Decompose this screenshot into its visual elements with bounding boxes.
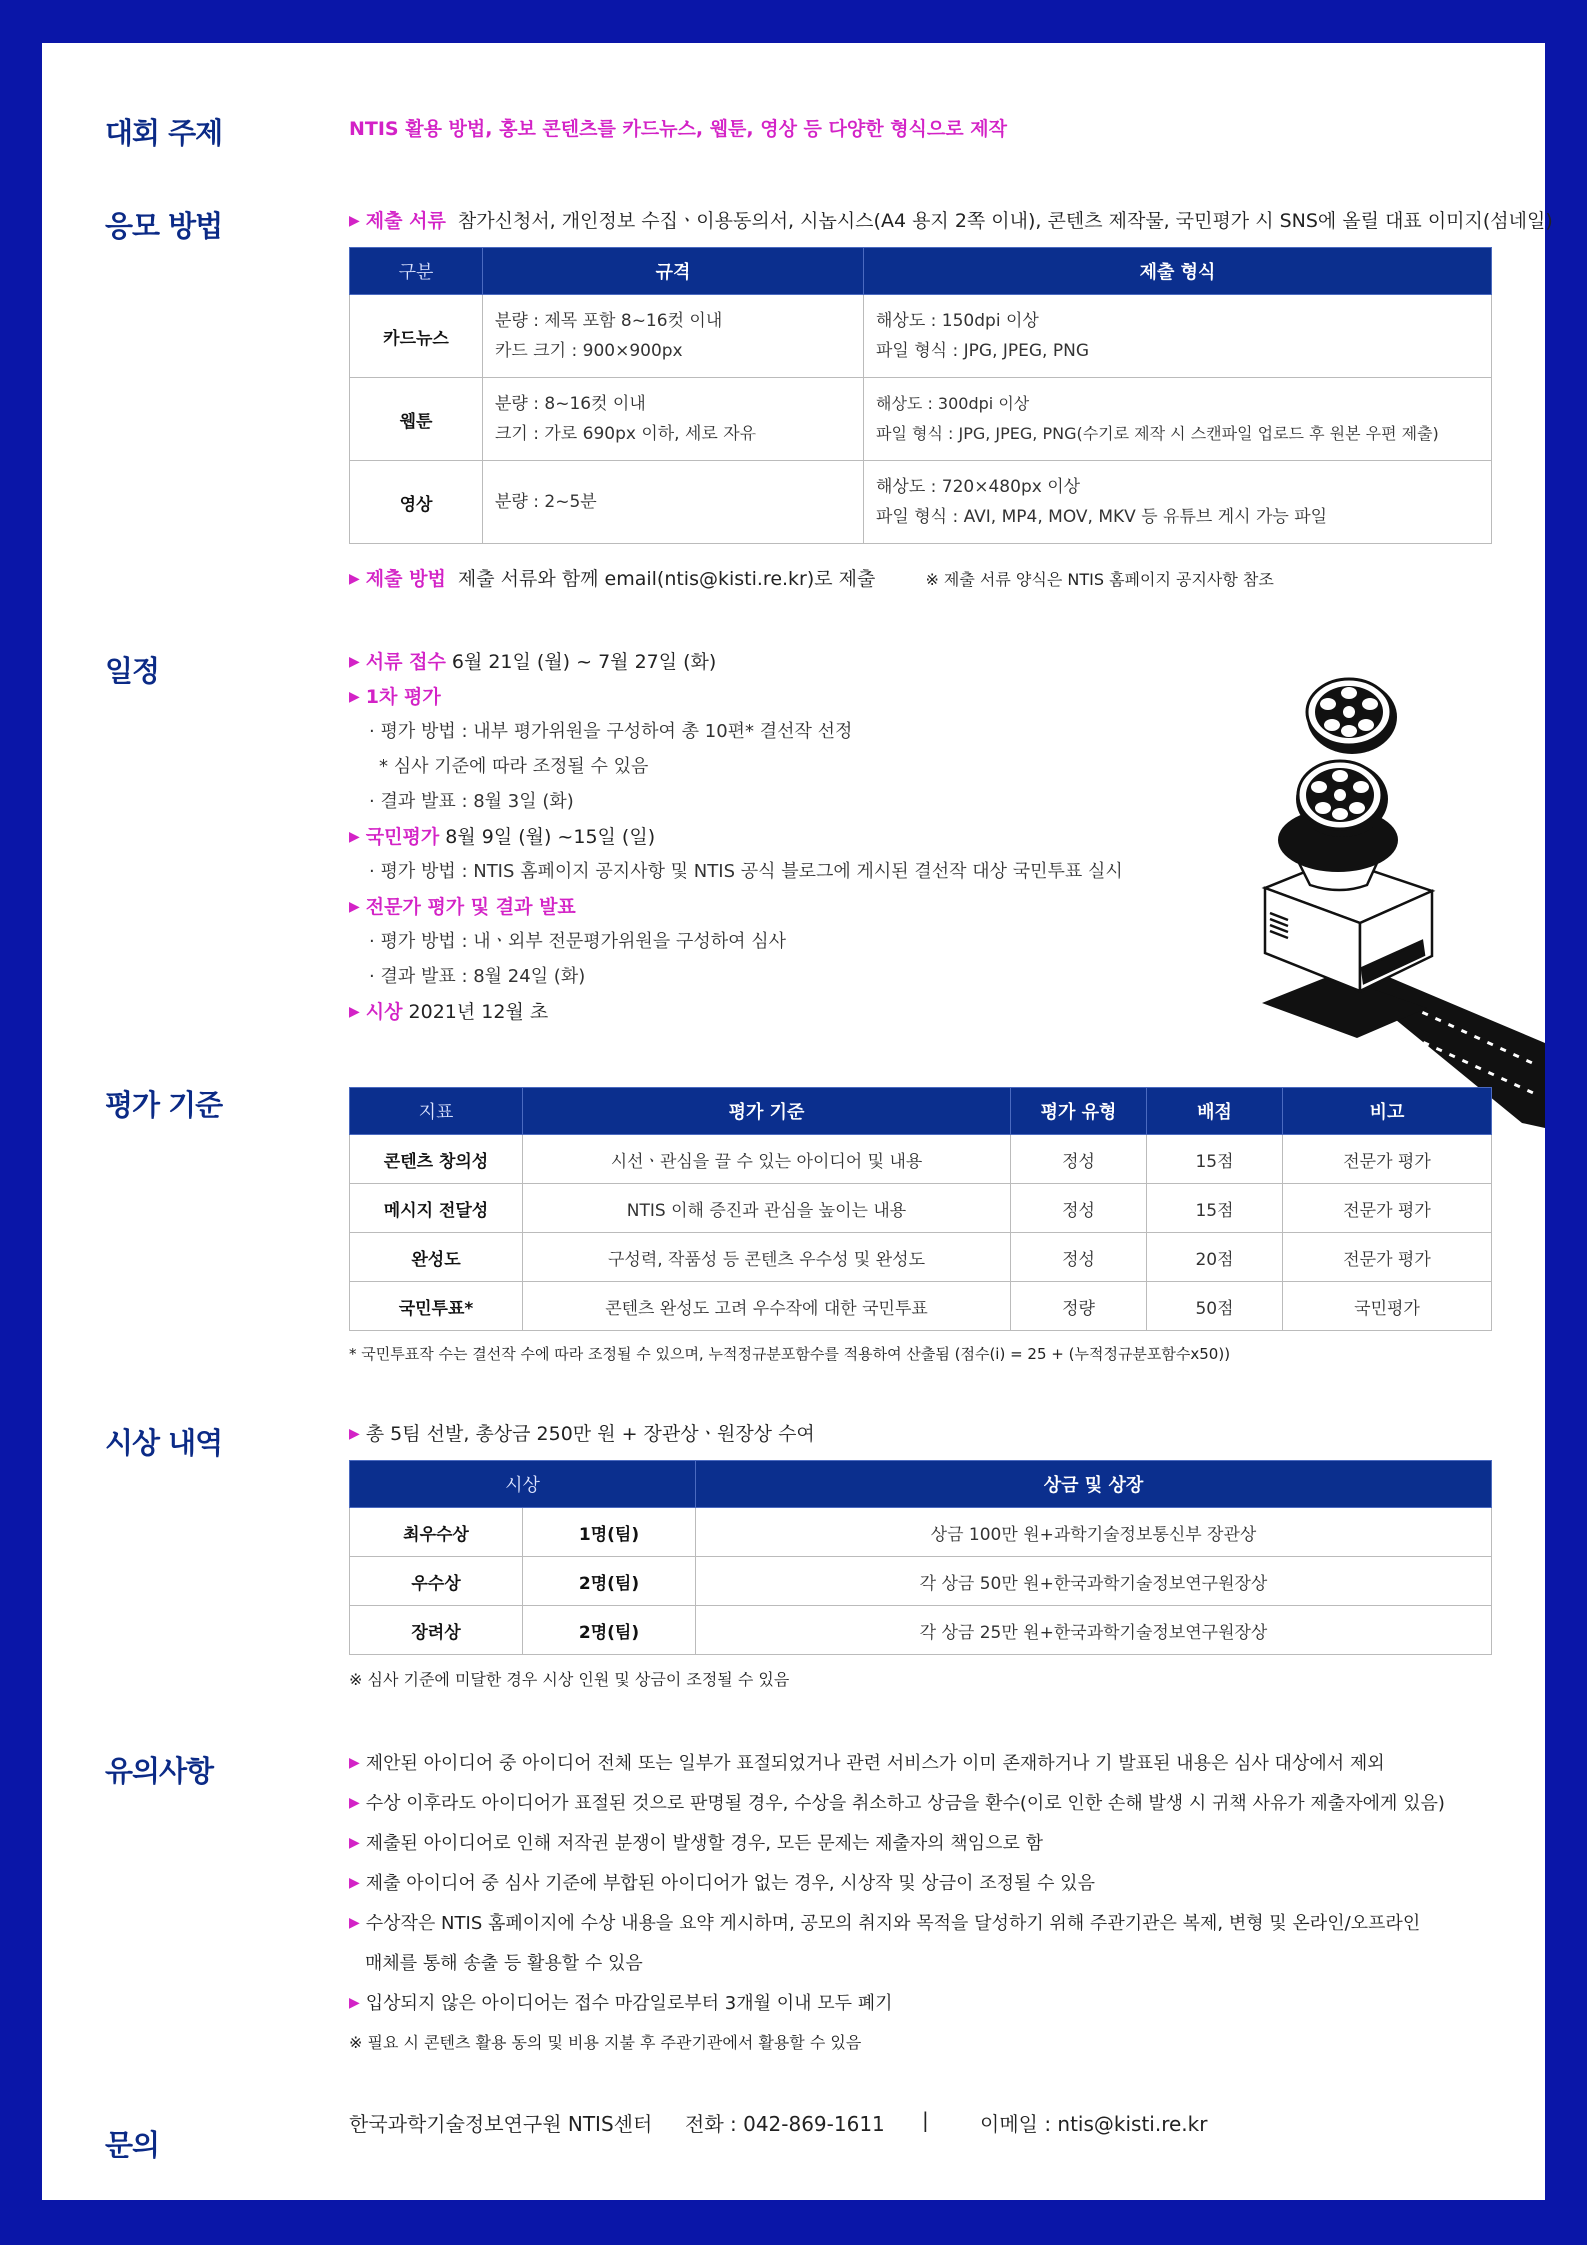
- table-header: 상금 및 상장: [696, 1461, 1492, 1508]
- cautions-list: [349, 1752, 1492, 2053]
- table-cell: 상금 100만 원+과학기술정보통신부 장관상: [696, 1508, 1492, 1557]
- bullet-triangle-icon: ▶: [349, 1755, 360, 1771]
- schedule-sub: · 평가 방법 : NTIS 홈페이지 공지사항 및 NTIS 공식 블로그에 게시된 결선작 대상 국민투표 실시: [369, 861, 1123, 882]
- table-row: [350, 1282, 1492, 1331]
- table-row: [350, 295, 1492, 378]
- table-cell: 메시지 전달성: [350, 1184, 523, 1233]
- table-header: 구분: [350, 248, 483, 295]
- caution-item: ▶ 제출된 아이디어로 인해 저작권 분쟁이 발생할 경우, 모든 문제는 제출자의 책임으로 함: [349, 1833, 1044, 1854]
- table-cell: 최우수상: [350, 1508, 523, 1557]
- schedule-sub: * 심사 기준에 따라 조정될 수 있음: [379, 756, 649, 777]
- contact-divider: |: [922, 2108, 929, 2132]
- table-cell: 카드뉴스: [350, 295, 483, 378]
- section-title-schedule: 일정: [105, 654, 160, 688]
- bullet-triangle-icon: ▶: [349, 829, 360, 845]
- table-row: [350, 461, 1492, 544]
- table-cell: 전문가 평가: [1283, 1233, 1492, 1282]
- bullet-triangle-icon: ▶: [349, 571, 360, 587]
- schedule-item: ▶ 전문가 평가 및 결과 발표: [349, 896, 576, 918]
- schedule-list: [349, 650, 1249, 1035]
- bullet-triangle-icon: ▶: [349, 899, 360, 915]
- table-cell: 장려상: [350, 1606, 523, 1655]
- table-cell: 2명(팀): [523, 1557, 696, 1606]
- table-row: [350, 1184, 1492, 1233]
- table-cell: 국민투표*: [350, 1282, 523, 1331]
- section-title-cautions: 유의사항: [105, 1754, 214, 1788]
- bullet-triangle-icon: ▶: [349, 1995, 360, 2011]
- table-row: [350, 1233, 1492, 1282]
- table-cell: 15점: [1147, 1184, 1283, 1233]
- caution-item-cont: 매체를 통해 송출 등 활용할 수 있음: [365, 1953, 643, 1974]
- bullet-triangle-icon: ▶: [349, 689, 360, 705]
- bullet-triangle-icon: ▶: [349, 654, 360, 670]
- table-row: [350, 1606, 1492, 1655]
- bullet-triangle-icon: ▶: [349, 1835, 360, 1851]
- awards-intro: ▶ 총 5팀 선발, 총상금 250만 원 + 장관상ㆍ원장상 수여: [349, 1423, 815, 1445]
- table-header: 지표: [350, 1088, 523, 1135]
- bullet-triangle-icon: ▶: [349, 1795, 360, 1811]
- table-cell: 15점: [1147, 1135, 1283, 1184]
- table-cell: 해상도 : 150dpi 이상 파일 형식 : JPG, JPEG, PNG: [864, 295, 1492, 378]
- table-header: 시상: [350, 1461, 696, 1508]
- table-cell: 정성: [1011, 1184, 1147, 1233]
- contact-email[interactable]: 이메일 : ntis@kisti.re.kr: [980, 2112, 1208, 2136]
- table-cell: 정성: [1011, 1135, 1147, 1184]
- table-cell: 콘텐츠 완성도 고려 우수작에 대한 국민투표: [523, 1282, 1011, 1331]
- method-note: ※ 제출 서류 양식은 NTIS 홈페이지 공지사항 참조: [925, 570, 1274, 589]
- table-header-row: [350, 1461, 1492, 1508]
- table-row: [350, 1135, 1492, 1184]
- awards-table: [349, 1460, 1492, 1655]
- schedule-item: ▶ 서류 접수 6월 21일 (월) ~ 7월 27일 (화): [349, 651, 717, 673]
- bullet-triangle-icon: ▶: [349, 1426, 360, 1442]
- table-cell: 2명(팀): [523, 1606, 696, 1655]
- table-header: 평가 유형: [1011, 1088, 1147, 1135]
- table-row: [350, 378, 1492, 461]
- caution-item: ▶ 입상되지 않은 아이디어는 접수 마감일로부터 3개월 이내 모두 폐기: [349, 1993, 893, 2014]
- table-cell: 전문가 평가: [1283, 1184, 1492, 1233]
- schedule-item: ▶ 국민평가 8월 9일 (월) ~15일 (일): [349, 826, 656, 848]
- table-cell: 해상도 : 720×480px 이상 파일 형식 : AVI, MP4, MOV, MKV 등 유튜브 게시 가능 파일: [864, 461, 1492, 544]
- table-cell: 정성: [1011, 1233, 1147, 1282]
- table-cell: 20점: [1147, 1233, 1283, 1282]
- film-projector-illustration: [1192, 623, 1545, 1133]
- bullet-triangle-icon: ▶: [349, 1915, 360, 1931]
- apply-docs-line: ▶ 제출 서류 참가신청서, 개인정보 수집ㆍ이용동의서, 시놉시스(A4 용지 2쪽 이내), 콘텐츠 제작물, 국민평가 시 SNS에 올릴 대표 이미지(섬네일): [349, 210, 1553, 232]
- table-header: 평가 기준: [523, 1088, 1011, 1135]
- poster-page: [42, 43, 1553, 2200]
- table-cell: 전문가 평가: [1283, 1135, 1492, 1184]
- caution-item: ▶ 제안된 아이디어 중 아이디어 전체 또는 일부가 표절되었거나 관련 서비스가 이미 존재하거나 기 발표된 내용은 심사 대상에서 제외: [349, 1753, 1385, 1774]
- section-title-contact: 문의: [105, 2128, 160, 2162]
- bullet-triangle-icon: ▶: [349, 1004, 360, 1020]
- cautions-note: ※ 필요 시 콘텐츠 활용 동의 및 비용 지불 후 주관기관에서 활용할 수 있음: [349, 2033, 862, 2052]
- table-cell: 웹툰: [350, 378, 483, 461]
- contact-org: 한국과학기술정보연구원 NTIS센터: [349, 2112, 653, 2136]
- theme-text: NTIS 활용 방법, 홍보 콘텐츠를 카드뉴스, 웹툰, 영상 등 다양한 형식으로 제작: [349, 118, 1007, 140]
- table-cell: 분량 : 8~16컷 이내 크기 : 가로 690px 이하, 세로 자유: [483, 378, 864, 461]
- apply-method-line: ▶ 제출 방법 제출 서류와 함께 email(ntis@kisti.re.kr)로 제출 ※ 제출 서류 양식은 NTIS 홈페이지 공지사항 참조: [349, 568, 1274, 590]
- section-title-criteria: 평가 기준: [105, 1088, 223, 1122]
- table-cell: 완성도: [350, 1233, 523, 1282]
- caution-item: ▶ 수상작은 NTIS 홈페이지에 수상 내용을 요약 게시하며, 공모의 취지와 목적을 달성하기 위해 주관기관은 복제, 변형 및 온라인/오프라인: [349, 1913, 1421, 1934]
- section-title-awards: 시상 내역: [105, 1426, 223, 1460]
- schedule-item: ▶ 시상 2021년 12월 초: [349, 1001, 549, 1023]
- film-reel-icon: [1296, 761, 1388, 837]
- table-cell: 해상도 : 300dpi 이상 파일 형식 : JPG, JPEG, PNG(수기로 제작 시 스캔파일 업로드 후 원본 우편 제출): [864, 378, 1492, 461]
- awards-note: ※ 심사 기준에 미달한 경우 시상 인원 및 상금이 조정될 수 있음: [349, 1670, 790, 1689]
- section-title-apply: 응모 방법: [105, 209, 223, 243]
- schedule-sub: · 결과 발표 : 8월 3일 (화): [369, 791, 574, 812]
- table-cell: 분량 : 제목 포함 8~16컷 이내 카드 크기 : 900×900px: [483, 295, 864, 378]
- table-row: [350, 1557, 1492, 1606]
- table-header: 제출 형식: [864, 248, 1492, 295]
- schedule-item: ▶ 1차 평가: [349, 686, 441, 708]
- table-cell: 국민평가: [1283, 1282, 1492, 1331]
- table-header: 배점: [1147, 1088, 1283, 1135]
- table-cell: 시선ㆍ관심을 끌 수 있는 아이디어 및 내용: [523, 1135, 1011, 1184]
- schedule-sub: · 평가 방법 : 내ㆍ외부 전문평가위원을 구성하여 심사: [369, 931, 786, 952]
- table-cell: 50점: [1147, 1282, 1283, 1331]
- contact-phone: 전화 : 042-869-1611: [685, 2112, 885, 2136]
- criteria-table: [349, 1087, 1492, 1331]
- table-cell: 우수상: [350, 1557, 523, 1606]
- table-header: 규격: [483, 248, 864, 295]
- bullet-triangle-icon: ▶: [349, 213, 360, 229]
- schedule-sub: · 평가 방법 : 내부 평가위원을 구성하여 총 10편* 결선작 선정: [369, 721, 853, 742]
- table-cell: 구성력, 작품성 등 콘텐츠 우수성 및 완성도: [523, 1233, 1011, 1282]
- table-cell: 정량: [1011, 1282, 1147, 1331]
- bullet-triangle-icon: ▶: [349, 1875, 360, 1891]
- criteria-note: * 국민투표작 수는 결선작 수에 따라 조정될 수 있으며, 누적정규분포함수를 적용하여 산출됨 (점수(i) = 25 + (누적정규분포함수x50)): [349, 1345, 1231, 1363]
- table-header-row: [350, 248, 1492, 295]
- caution-item: ▶ 수상 이후라도 아이디어가 표절된 것으로 판명될 경우, 수상을 취소하고 상금을 환수(이로 인한 손해 발생 시 귀책 사유가 제출자에게 있음): [349, 1793, 1445, 1814]
- film-reel-icon: [1307, 679, 1397, 754]
- table-cell: 각 상금 25만 원+한국과학기술정보연구원장상: [696, 1606, 1492, 1655]
- table-cell: 영상: [350, 461, 483, 544]
- table-cell: 분량 : 2~5분: [483, 461, 864, 544]
- apply-format-table: [349, 247, 1492, 544]
- table-cell: 콘텐츠 창의성: [350, 1135, 523, 1184]
- section-title-theme: 대회 주제: [105, 116, 223, 150]
- table-cell: NTIS 이해 증진과 관심을 높이는 내용: [523, 1184, 1011, 1233]
- caution-item: ▶ 제출 아이디어 중 심사 기준에 부합된 아이디어가 없는 경우, 시상작 및 상금이 조정될 수 있음: [349, 1873, 1095, 1894]
- table-cell: 각 상금 50만 원+한국과학기술정보연구원장상: [696, 1557, 1492, 1606]
- schedule-sub: · 결과 발표 : 8월 24일 (화): [369, 966, 586, 987]
- table-header-row: [350, 1088, 1492, 1135]
- table-header: 비고: [1283, 1088, 1492, 1135]
- table-cell: 1명(팀): [523, 1508, 696, 1557]
- table-row: [350, 1508, 1492, 1557]
